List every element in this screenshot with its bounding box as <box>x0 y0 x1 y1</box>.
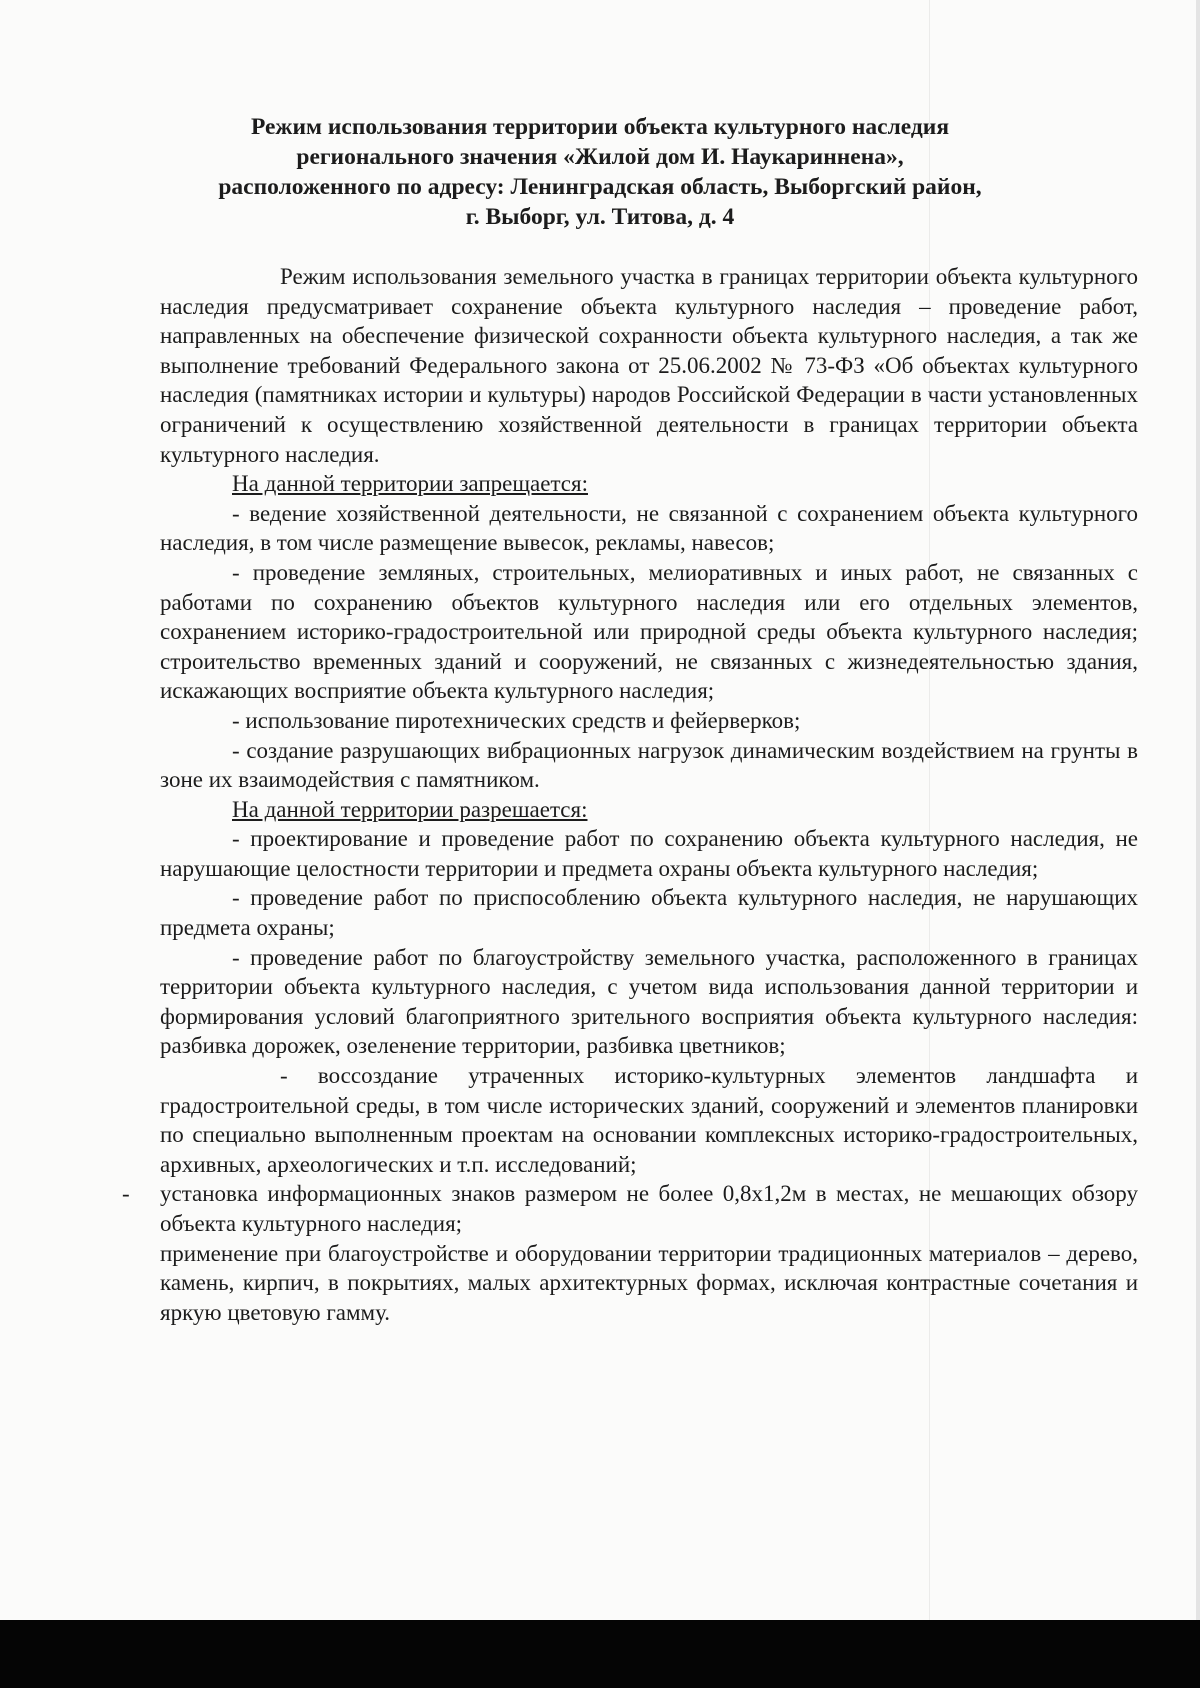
document-body <box>122 262 1138 1327</box>
list-dash: - <box>122 1181 130 1207</box>
scan-bottom-bar <box>0 1620 1200 1688</box>
document-title <box>150 112 1050 232</box>
prohibited-item-2: - проведение земляных, строительных, мелиоративных и иных работ, не связанных с работами по сохранению объектов культурного наследия или его отдельных элементов, сохранением историко-градостроительной или природной среды объекта культурного наследия; строительство временных зданий и сооружений, не связанных с жизнедеятельностью здания, искажающих восприятие объекта культурного наследия; <box>160 559 1138 704</box>
permitted-heading-text: На данной территории разрешается: <box>232 796 588 822</box>
intro-paragraph: Режим использования земельного участка в границах территории объекта культурного наследия предусматривает сохранение объекта культурного наследия – проведение работ, направленных на обеспечение физической сохранности объекта культурного наследия, а так же выполнение требований Федерального закона от 25.06.2002 № 73-ФЗ «Об объектах культурного наследия (памятниках истории и культуры) народов Российской Федерации в части установленных ограничений к осуществлению хозяйственной деятельности в границах территории объекта культурного наследия. <box>160 264 1138 467</box>
prohibited-item-3: - использование пиротехнических средств и фейерверков; <box>232 707 801 733</box>
title-line-2: регионального значения «Жилой дом И. Наукариннена», <box>296 144 904 170</box>
permitted-item-3: - проведение работ по благоустройству земельного участка, расположенного в границах территории объекта культурного наследия, с учетом вида использования данной территории и формирования условий благоприятного зрительного восприятия объекта культурного наследия: разбивка дорожек, озеленение территории, разбивка цветников; <box>160 944 1138 1059</box>
permitted-signs-text: установка информационных знаков размером не более 0,8х1,2м в местах, не мешающих обзору объекта культурного наследия; <box>160 1181 1138 1236</box>
title-line-4: г. Выборг, ул. Титова, д. 4 <box>465 204 735 230</box>
title-line-1: Режим использования территории объекта культурного наследия <box>250 114 950 140</box>
permitted-item-1: - проектирование и проведение работ по сохранению объекта культурного наследия, не нарушающие целостности территории и предмета охраны объекта культурного наследия; <box>160 826 1138 881</box>
prohibited-item-4: - создание разрушающих вибрационных нагрузок динамическим воздействием на грунты в зоне их взаимодействия с памятником. <box>160 737 1138 793</box>
prohibited-item-1: - ведение хозяйственной деятельности, не связанной с сохранением объекта культурного наследия, в том числе размещение вывесок, рекламы, навесов; <box>160 500 1138 556</box>
scan-edge <box>1196 0 1200 1620</box>
prohibited-heading <box>160 469 1138 499</box>
permitted-materials-item: применение при благоустройстве и оборудовании территории традиционных материалов – дерево, камень, кирпич, в покрытиях, малых архитектурных формах, исключая контрастные сочетания и яркую цветовую гамму. <box>160 1240 1138 1325</box>
prohibited-heading-text: На данной территории запрещается: <box>232 471 588 497</box>
permitted-item-4: - воссоздание утраченных историко-культурных элементов ландшафта и градостроительной среды, в том числе исторических зданий, сооружений и элементов планировки по специально выполненным проектам на основании комплексных историко-градостроительных, архивных, археологических и т.п. исследований; <box>160 1063 1138 1177</box>
permitted-signs-item <box>122 1179 1138 1238</box>
title-line-3: расположенного по адресу: Ленинградская область, Выборгский район, <box>218 174 982 200</box>
permitted-heading <box>160 795 1138 825</box>
permitted-item-2: - проведение работ по приспособлению объекта культурного наследия, не нарушающих предмета охраны; <box>160 885 1138 941</box>
